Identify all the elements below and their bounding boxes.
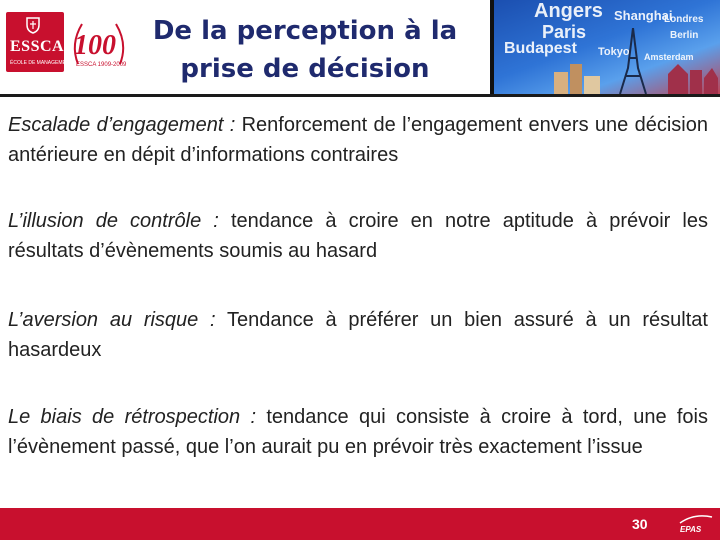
anniversary-logo bbox=[68, 14, 130, 76]
epas-logo bbox=[676, 511, 716, 537]
building-icon bbox=[668, 54, 718, 94]
eiffel-tower-icon bbox=[618, 28, 648, 94]
city-label: Shanghai bbox=[614, 8, 673, 23]
definition-text: tendance qui consiste à croire à tord, une fois l’évènement passé, que l’on aurait pu en prévoir très exactement l’issue bbox=[8, 406, 708, 458]
title-line-1: De la perception à la bbox=[152, 16, 458, 46]
definition-text: Tendance à préférer un bien assuré à un résultat hasardeux bbox=[8, 309, 708, 361]
term-label: Escalade d’engagement : bbox=[8, 114, 236, 136]
logo-subtitle: ÉCOLE DE MANAGEMENT bbox=[10, 60, 73, 66]
crest-icon bbox=[24, 16, 42, 34]
slide-title bbox=[128, 12, 482, 88]
page-number: 30 bbox=[632, 516, 648, 532]
header-divider bbox=[0, 94, 720, 97]
paragraph-hindsight-bias bbox=[8, 402, 708, 462]
slide-footer bbox=[0, 508, 720, 540]
anniversary-number: 100 bbox=[74, 30, 116, 61]
anniversary-subtitle: ESSCA 1909-2009 bbox=[76, 62, 127, 68]
essca-logo bbox=[6, 12, 73, 72]
paragraph-risk-aversion bbox=[8, 305, 708, 365]
cities-banner bbox=[490, 0, 720, 94]
skyline-icon bbox=[554, 58, 614, 94]
definition-text: Renforcement de l’engagement envers une décision antérieure en dépit d’informations contraires bbox=[8, 114, 708, 166]
term-label: L’illusion de contrôle : bbox=[8, 210, 219, 232]
logo-text: ESSCA bbox=[10, 38, 65, 55]
paragraph-escalation bbox=[8, 110, 708, 170]
city-label: Angers bbox=[534, 0, 603, 22]
paragraph-illusion-of-control bbox=[8, 206, 708, 266]
term-label: Le biais de rétrospection : bbox=[8, 406, 257, 428]
term-label: L’aversion au risque : bbox=[8, 309, 216, 331]
epas-label: EPAS bbox=[680, 525, 702, 534]
city-label: Budapest bbox=[504, 40, 577, 57]
definition-text: tendance à croire en notre aptitude à prévoir les résultats d’évènements soumis au hasard bbox=[8, 210, 708, 262]
slide-header bbox=[0, 0, 720, 94]
city-label: Tokyo bbox=[598, 46, 630, 58]
city-label: Paris bbox=[542, 22, 587, 42]
city-label: Amsterdam bbox=[644, 52, 694, 62]
city-label: Berlin bbox=[670, 30, 699, 41]
title-line-2: prise de décision bbox=[180, 54, 430, 84]
city-label: Londres bbox=[664, 14, 704, 25]
